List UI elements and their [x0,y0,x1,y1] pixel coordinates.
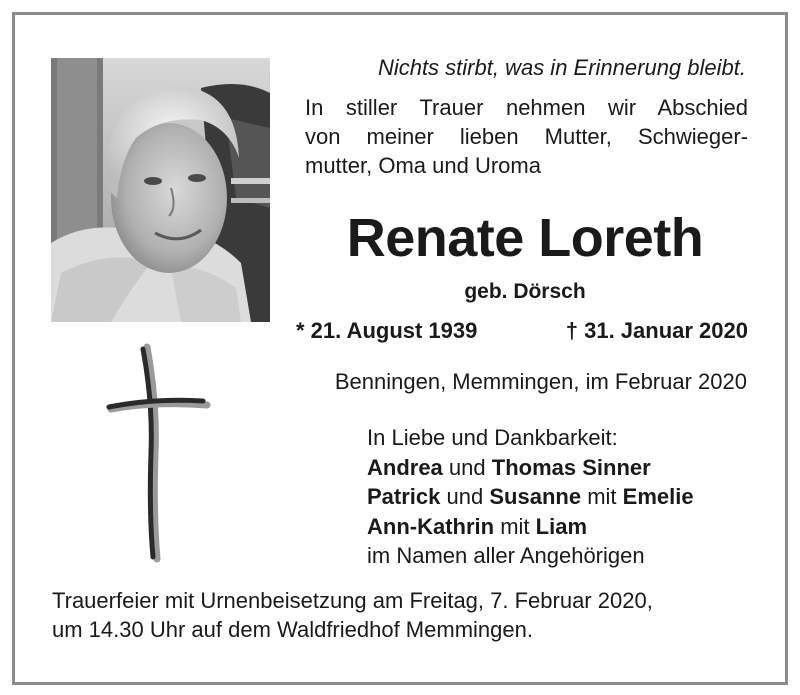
mourner-line [367,453,694,483]
mourner-conj: und [448,454,486,480]
mourners-footer: im Namen aller Angehörigen [367,543,645,568]
death-date: † 31. Januar 2020 [565,318,748,343]
intro-line: mutter, Oma und Uroma [305,153,541,178]
mourner-line [367,512,694,542]
mourner-name: Liam [535,513,588,539]
mourner-line [367,482,694,512]
mourner-name: Susanne [489,484,582,509]
mourners-heading: In Liebe und Dankbarkeit: [367,425,618,450]
mourner-name: Ann-Kathrin [367,513,495,539]
service-line: Trauerfeier mit Urnenbeisetzung am Freitag, 7. Februar 2020, [52,588,653,613]
mourner-conj: und [446,484,484,509]
portrait-photo [51,58,270,322]
deceased-name: Renate Loreth [346,208,704,268]
mourners-block [367,423,694,571]
place-date: Benningen, Memmingen, im Februar 2020 [334,369,747,394]
cross-icon [105,343,215,563]
intro-text [305,93,748,180]
motto: Nichts stirbt, was in Erinnerung bleibt. [377,55,746,80]
life-dates [296,315,748,347]
mourner-name: Andrea [367,454,443,480]
birth-date: * 21. August 1939 [296,318,478,343]
service-line: um 14.30 Uhr auf dem Waldfriedhof Memmingen. [52,617,533,642]
intro-line: von meiner lieben Mutter, Schwieger- [305,124,748,149]
intro-line: In stiller Trauer nehmen wir Abschied [305,95,748,120]
mourner-conj: mit [587,484,617,509]
service-info [52,586,752,644]
mourner-name: Thomas Sinner [491,454,651,480]
birth-name: geb. Dörsch [464,280,586,303]
mourner-name: Emelie [622,484,694,509]
mourner-conj: mit [500,513,530,539]
mourner-name: Patrick [367,484,441,509]
